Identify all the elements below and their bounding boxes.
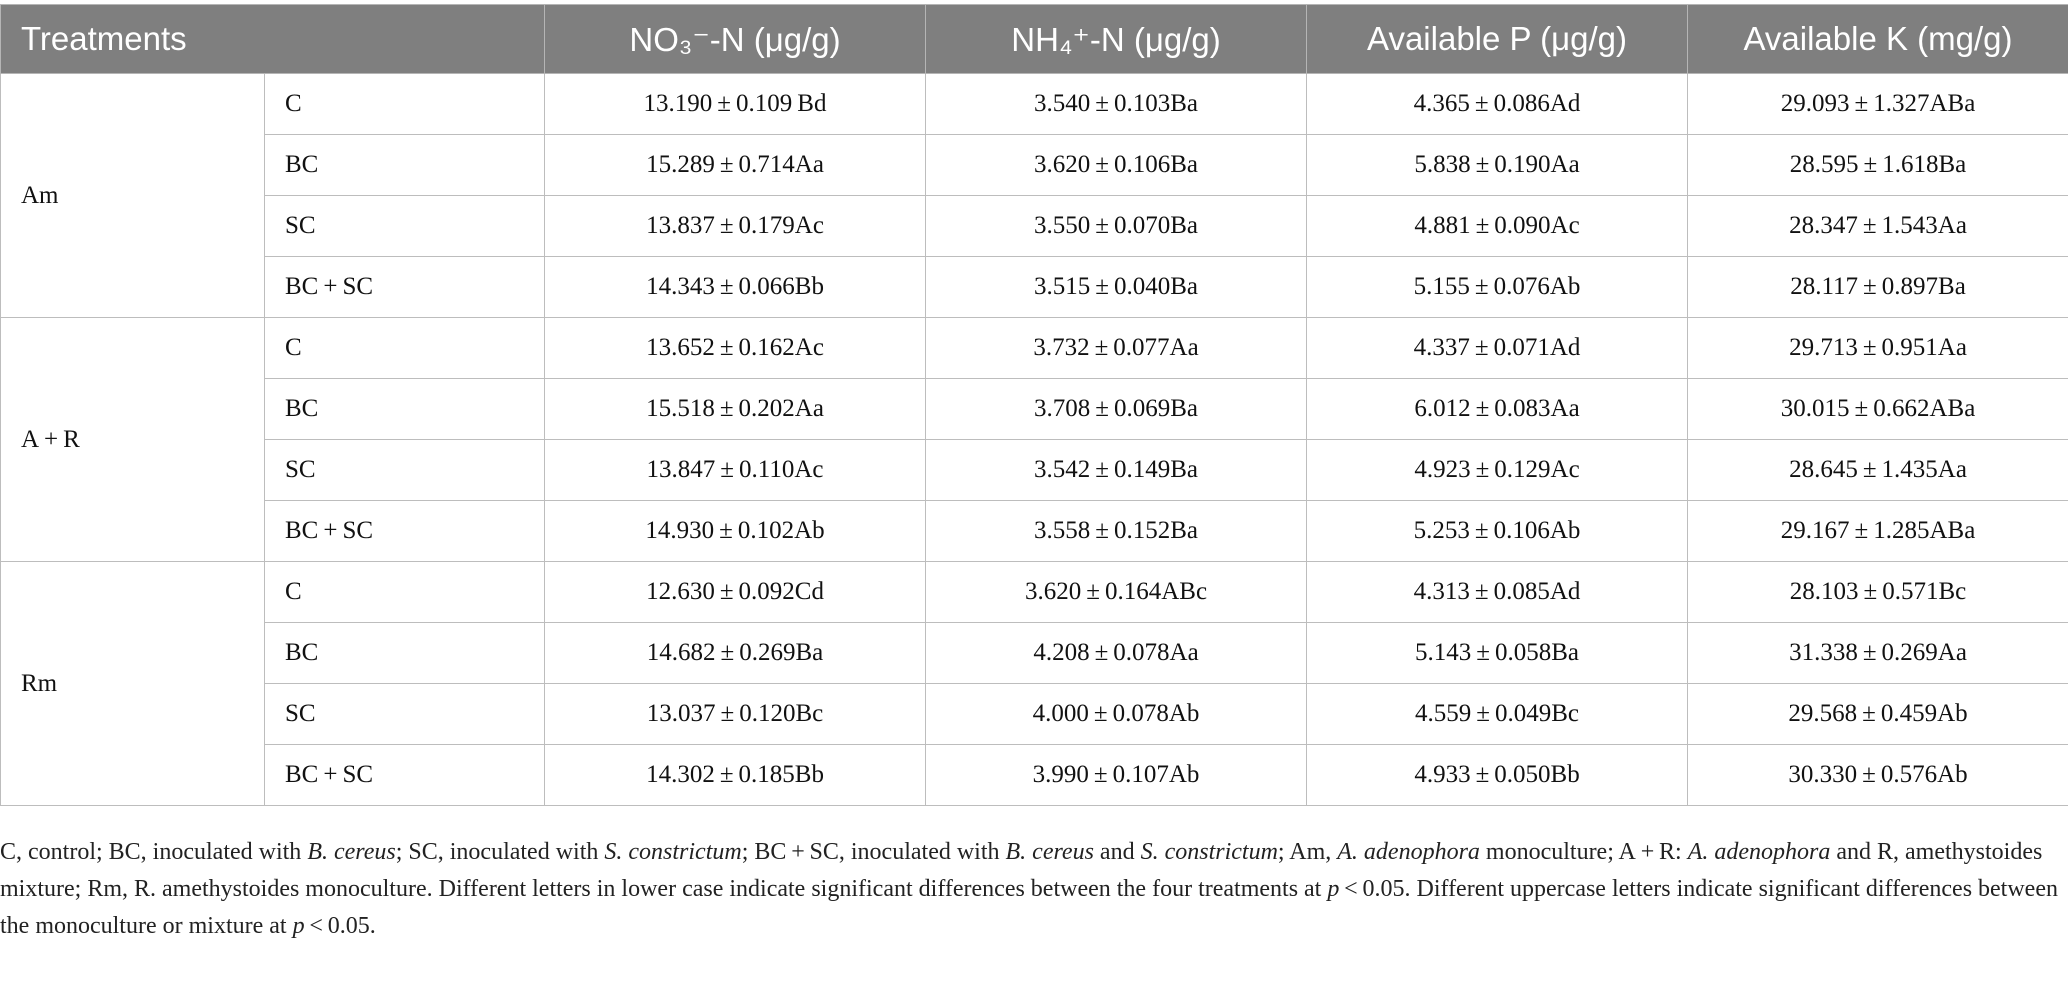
treatment-cell: BC + SC (265, 501, 545, 562)
available-p-cell: 5.253 ± 0.106Ab (1307, 501, 1688, 562)
nh4-cell: 4.208 ± 0.078Aa (926, 623, 1307, 684)
nh4-cell: 3.515 ± 0.040Ba (926, 257, 1307, 318)
available-k-cell: 30.015 ± 0.662ABa (1688, 379, 2068, 440)
nh4-cell: 3.540 ± 0.103Ba (926, 74, 1307, 135)
footnote-text: ; BC + SC, inoculated with (741, 839, 1006, 865)
table-header (1, 5, 2068, 74)
treatment-cell: BC + SC (265, 257, 545, 318)
treatment-cell: SC (265, 684, 545, 745)
available-k-cell: 31.338 ± 0.269Aa (1688, 623, 2068, 684)
nh4-cell: 3.732 ± 0.077Aa (926, 318, 1307, 379)
nh4-cell: 3.620 ± 0.164ABc (926, 562, 1307, 623)
no3-cell: 13.652 ± 0.162Ac (545, 318, 926, 379)
footnote-italic-text: A. adenophora (1687, 839, 1831, 865)
nh4-cell: 3.708 ± 0.069Ba (926, 379, 1307, 440)
available-p-cell: 4.365 ± 0.086Ad (1307, 74, 1688, 135)
available-k-cell: 28.645 ± 1.435Aa (1688, 440, 2068, 501)
available-k-cell: 29.167 ± 1.285ABa (1688, 501, 2068, 562)
group-label: Am (1, 74, 265, 318)
table-row (1, 684, 2068, 745)
treatment-cell: BC + SC (265, 745, 545, 806)
available-k-cell: 29.568 ± 0.459Ab (1688, 684, 2068, 745)
available-k-cell: 29.713 ± 0.951Aa (1688, 318, 2068, 379)
footnote-text: C, control; BC, inoculated with (0, 839, 308, 865)
available-p-cell: 4.933 ± 0.050Bb (1307, 745, 1688, 806)
table-row (1, 318, 2068, 379)
group-label: Rm (1, 562, 265, 806)
available-k-cell: 28.347 ± 1.543Aa (1688, 196, 2068, 257)
footnote-text: ; Am, (1277, 839, 1338, 865)
header-available-k: Available K (mg/g) (1688, 5, 2068, 74)
header-available-p: Available P (μg/g) (1307, 5, 1688, 74)
available-k-cell: 29.093 ± 1.327ABa (1688, 74, 2068, 135)
header-no3: NO₃⁻-N (μg/g) (545, 5, 926, 74)
no3-cell: 14.302 ± 0.185Bb (545, 745, 926, 806)
table-row (1, 379, 2068, 440)
treatment-cell: C (265, 318, 545, 379)
no3-cell: 13.190 ± 0.109 Bd (545, 74, 926, 135)
footnote-text: ; SC, inoculated with (395, 839, 605, 865)
no3-cell: 14.682 ± 0.269Ba (545, 623, 926, 684)
footnote-italic-text: A. adenophora (1337, 839, 1480, 865)
table-row (1, 562, 2068, 623)
table-row (1, 623, 2068, 684)
nh4-cell: 3.558 ± 0.152Ba (926, 501, 1307, 562)
footnote-italic-text: p (292, 913, 305, 939)
footnote-text: < 0.05. Different uppercase letters indicate significant differences between the monoculture or mixture at (0, 876, 2058, 939)
footnote-text: monoculture; A + R: (1479, 839, 1688, 865)
footnote-italic-text: p (1327, 876, 1340, 902)
available-k-cell: 28.117 ± 0.897Ba (1688, 257, 2068, 318)
available-p-cell: 5.838 ± 0.190Aa (1307, 135, 1688, 196)
available-k-cell: 30.330 ± 0.576Ab (1688, 745, 2068, 806)
no3-cell: 12.630 ± 0.092Cd (545, 562, 926, 623)
treatment-cell: BC (265, 623, 545, 684)
table-row (1, 135, 2068, 196)
header-treatments: Treatments (1, 5, 545, 74)
footnote-italic-text: S. constrictum (604, 839, 742, 865)
available-p-cell: 4.559 ± 0.049Bc (1307, 684, 1688, 745)
footnote-text: and (1093, 839, 1141, 865)
no3-cell: 15.289 ± 0.714Aa (545, 135, 926, 196)
nh4-cell: 4.000 ± 0.078Ab (926, 684, 1307, 745)
table-row (1, 196, 2068, 257)
table-row (1, 74, 2068, 135)
no3-cell: 13.037 ± 0.120Bc (545, 684, 926, 745)
treatment-cell: SC (265, 196, 545, 257)
table-row (1, 440, 2068, 501)
available-p-cell: 4.881 ± 0.090Ac (1307, 196, 1688, 257)
footnote-italic-text: S. constrictum (1140, 839, 1278, 865)
table-body (1, 74, 2068, 806)
treatment-cell: C (265, 562, 545, 623)
footnote-italic-text: B. cereus (1005, 839, 1094, 865)
available-p-cell: 4.923 ± 0.129Ac (1307, 440, 1688, 501)
nh4-cell: 3.620 ± 0.106Ba (926, 135, 1307, 196)
no3-cell: 13.837 ± 0.179Ac (545, 196, 926, 257)
treatment-cell: BC (265, 379, 545, 440)
group-label: A + R (1, 318, 265, 562)
footnote-italic-text: B. cereus (307, 839, 396, 865)
footnote-text: and R, amethystoides mixture; Rm, R. amethystoides monoculture. Different letters in lower case indicate significant differences between the four treatments at (0, 839, 2043, 902)
no3-cell: 14.343 ± 0.066Bb (545, 257, 926, 318)
no3-cell: 14.930 ± 0.102Ab (545, 501, 926, 562)
table-footnote (0, 834, 2060, 945)
table-row (1, 745, 2068, 806)
available-p-cell: 4.313 ± 0.085Ad (1307, 562, 1688, 623)
footnote-text: < 0.05. (304, 913, 376, 939)
header-nh4: NH₄⁺-N (μg/g) (926, 5, 1307, 74)
available-p-cell: 6.012 ± 0.083Aa (1307, 379, 1688, 440)
treatment-cell: BC (265, 135, 545, 196)
available-p-cell: 5.143 ± 0.058Ba (1307, 623, 1688, 684)
table-row (1, 257, 2068, 318)
available-p-cell: 5.155 ± 0.076Ab (1307, 257, 1688, 318)
treatment-cell: SC (265, 440, 545, 501)
nh4-cell: 3.990 ± 0.107Ab (926, 745, 1307, 806)
data-table (0, 4, 2068, 806)
available-k-cell: 28.103 ± 0.571Bc (1688, 562, 2068, 623)
no3-cell: 13.847 ± 0.110Ac (545, 440, 926, 501)
nh4-cell: 3.550 ± 0.070Ba (926, 196, 1307, 257)
available-p-cell: 4.337 ± 0.071Ad (1307, 318, 1688, 379)
table-row (1, 501, 2068, 562)
available-k-cell: 28.595 ± 1.618Ba (1688, 135, 2068, 196)
no3-cell: 15.518 ± 0.202Aa (545, 379, 926, 440)
treatment-cell: C (265, 74, 545, 135)
nh4-cell: 3.542 ± 0.149Ba (926, 440, 1307, 501)
